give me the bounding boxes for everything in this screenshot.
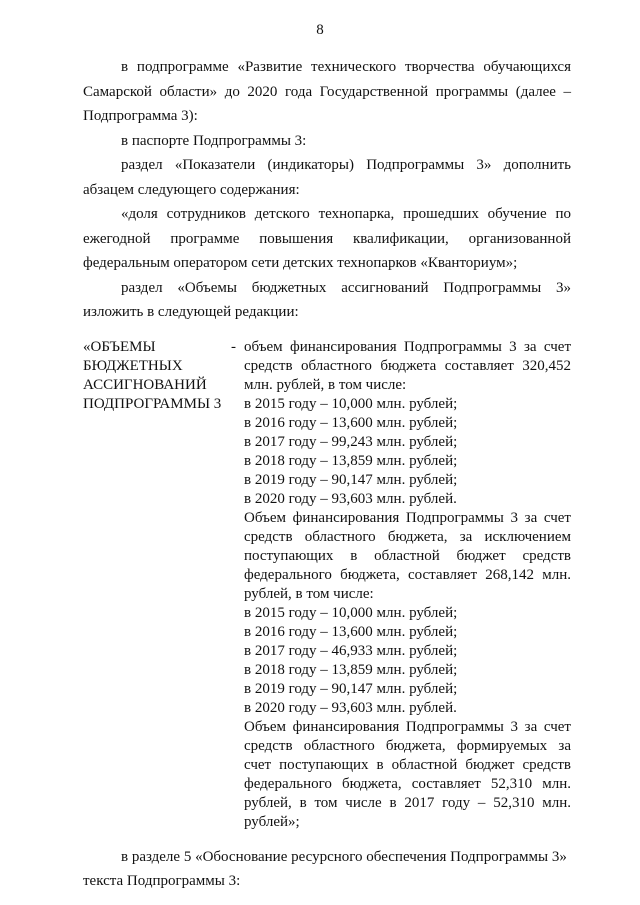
- year-line: в 2019 году – 90,147 млн. рублей;: [244, 680, 458, 697]
- paragraph-budget-section: раздел «Объемы бюджетных ассигнований Подпрограммы 3» изложить в следующей редакции:: [83, 279, 571, 320]
- paragraph-indicators-section: раздел «Показатели (индикаторы) Подпрограммы 3» дополнить абзацем следующего содержания:: [83, 157, 571, 198]
- left-label-line: АССИГНОВАНИЙ: [83, 376, 207, 393]
- left-label-line: «ОБЪЕМЫ: [83, 338, 156, 355]
- paragraph-quote-share: «доля сотрудников детского технопарка, прошедших обучение по ежегодной программе повышения квалификации, организованной федеральным оператором сети детских технопарков «Кванториум»;: [83, 206, 571, 271]
- paragraph-passport: в паспорте Подпрограммы 3:: [121, 132, 307, 149]
- year-line: в 2015 году – 10,000 млн. рублей;: [244, 395, 458, 412]
- funding-block-3-text: Объем финансирования Подпрограммы 3 за счет средств областного бюджета, формируемых за счет поступающих в областной бюджет средств федерального бюджета, составляет 52,310 млн. рублей, в том числе в 2017 году – 52,310 млн. рублей»;: [244, 718, 571, 830]
- year-line: в 2018 году – 13,859 млн. рублей;: [244, 452, 458, 469]
- year-line: в 2019 году – 90,147 млн. рублей;: [244, 471, 458, 488]
- funding-block-1-text: объем финансирования Подпрограммы 3 за счет средств областного бюджета составляет 320,452 млн. рублей, в том числе:: [244, 338, 571, 393]
- year-line: в 2020 году – 93,603 млн. рублей.: [244, 699, 457, 716]
- paragraph-section-5: в разделе 5 «Обоснование ресурсного обеспечения Подпрограммы 3»: [121, 848, 567, 865]
- budget-table-left-label: [83, 338, 223, 832]
- year-line: в 2016 году – 13,600 млн. рублей;: [244, 414, 458, 431]
- table-dash: -: [231, 338, 236, 355]
- document-body: [83, 55, 571, 894]
- left-label-line: БЮДЖЕТНЫХ: [83, 357, 183, 374]
- year-line: в 2017 году – 46,933 млн. рублей;: [244, 642, 458, 659]
- funding-block-2-text: Объем финансирования Подпрограммы 3 за счет средств областного бюджета, за исключением поступающих в областной бюджет средств федерального бюджета, составляет 268,142 млн. рублей, в том числе:: [244, 509, 571, 602]
- page-number: 8: [316, 22, 324, 38]
- year-line: в 2017 году – 99,243 млн. рублей;: [244, 433, 458, 450]
- budget-table: [83, 338, 571, 832]
- year-line: в 2016 году – 13,600 млн. рублей;: [244, 623, 458, 640]
- paragraph-subprogram-text: текста Подпрограммы 3:: [83, 873, 241, 889]
- budget-table-right-text: [244, 338, 571, 832]
- year-line: в 2020 году – 93,603 млн. рублей.: [244, 490, 457, 507]
- left-label-line: ПОДПРОГРАММЫ 3: [83, 395, 222, 412]
- year-line: в 2015 году – 10,000 млн. рублей;: [244, 604, 458, 621]
- paragraph-subprogram-intro: в подпрограмме «Развитие технического творчества обучающихся Самарской области» до 2020 года Государственной программы (далее – Подпрограмма 3):: [83, 59, 571, 124]
- year-line: в 2018 году – 13,859 млн. рублей;: [244, 661, 458, 678]
